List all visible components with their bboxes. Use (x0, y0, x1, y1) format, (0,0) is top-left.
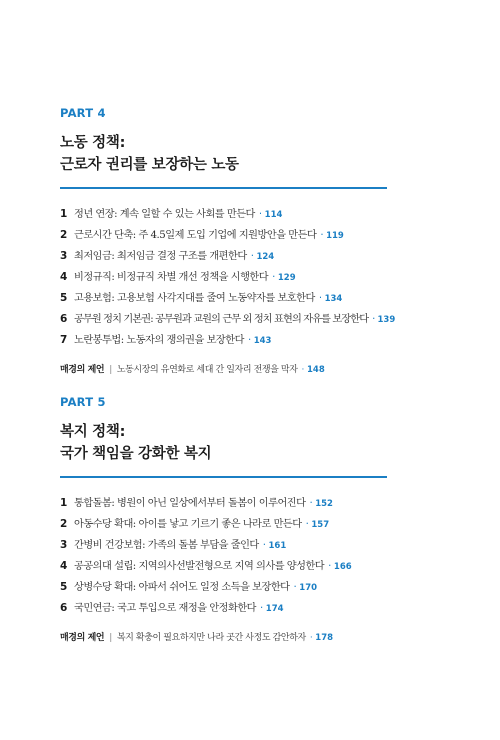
column-separator: | (109, 632, 112, 643)
entry-number: 1 (60, 496, 68, 509)
page-number: 157 (311, 519, 330, 530)
entry-title: 정년 연장: 계속 일할 수 있는 사회를 만든다 (74, 208, 255, 220)
separator-dot: · (301, 364, 304, 375)
toc-entry[interactable] (60, 514, 390, 535)
part-title-line2: 근로자 권리를 보장하는 노동 (60, 157, 239, 173)
section-divider (60, 187, 387, 189)
column-entry[interactable] (60, 360, 390, 380)
toc-entry[interactable] (60, 267, 390, 288)
separator-dot: · (247, 334, 251, 346)
entry-number: 2 (60, 228, 68, 241)
entry-number: 6 (60, 312, 68, 325)
entry-number: 4 (60, 270, 68, 283)
page-number: 178 (315, 632, 334, 643)
page-number: 129 (277, 272, 296, 283)
entry-title: 공공의대 설립: 지역의사선발전형으로 지역 의사를 양성한다 (74, 560, 325, 572)
separator-dot: · (309, 632, 313, 643)
page-number: 170 (299, 582, 318, 593)
entry-number: 3 (60, 538, 68, 551)
page-number: 152 (315, 498, 333, 509)
separator-dot: · (293, 581, 297, 593)
entry-number: 7 (60, 333, 68, 346)
separator-dot: · (309, 497, 313, 509)
part-5-section (60, 395, 390, 648)
part-title (60, 421, 390, 465)
page-number: 174 (265, 603, 284, 614)
toc-entry[interactable] (60, 598, 390, 619)
toc-entry[interactable] (60, 288, 390, 309)
entry-title: 통합돌봄: 병원이 아닌 일상에서부터 돌봄이 이루어진다 (74, 497, 306, 509)
separator-dot: · (305, 518, 309, 530)
toc-entry[interactable] (60, 204, 390, 225)
entry-number: 4 (60, 559, 68, 572)
part-title-line1: 복지 정책: (60, 424, 126, 440)
part-title (60, 132, 390, 176)
column-entry[interactable] (60, 628, 390, 648)
part-label: PART 4 (60, 106, 106, 120)
entry-title: 상병수당 확대: 아파서 쉬어도 일정 소득을 보장한다 (74, 581, 290, 593)
separator-dot: · (272, 271, 275, 283)
column-label: 매경의 제언 (60, 632, 105, 643)
entry-number: 3 (60, 249, 68, 262)
entry-number: 6 (60, 601, 68, 614)
toc-entry[interactable] (60, 330, 390, 351)
column-separator: | (109, 364, 112, 375)
entry-title: 국민연금: 국고 투입으로 재정을 안정화한다 (74, 602, 257, 614)
separator-dot: · (260, 602, 263, 614)
toc-entry[interactable] (60, 493, 390, 514)
toc-entry[interactable] (60, 577, 390, 598)
page-number: 119 (326, 230, 344, 241)
column-title: 노동시장의 유연화로 세대 간 일자리 전쟁을 막자 (116, 364, 298, 375)
page-number: 166 (333, 561, 352, 572)
entry-title: 아동수당 확대: 아이를 낳고 기르기 좋은 나라로 만든다 (74, 518, 302, 530)
entry-title: 근로시간 단축: 주 4.5일제 도입 기업에 지원방안을 만든다 (74, 229, 317, 241)
page-number: 148 (306, 364, 325, 375)
part-title-line1: 노동 정책: (60, 135, 126, 151)
toc-list (60, 493, 390, 619)
entry-number: 5 (60, 291, 68, 304)
toc-entry[interactable] (60, 535, 390, 556)
entry-title: 비정규직: 비정규직 차별 개선 정책을 시행한다 (74, 271, 269, 283)
page-number: 134 (324, 293, 343, 304)
entry-title: 최저임금: 최저임금 결정 구조를 개편한다 (74, 250, 247, 262)
toc-entry[interactable] (60, 309, 396, 330)
entry-number: 5 (60, 580, 68, 593)
separator-dot: · (328, 560, 331, 572)
toc-entry[interactable] (60, 246, 390, 267)
entry-number: 1 (60, 207, 68, 220)
page-number: 124 (256, 251, 275, 262)
toc-list (60, 204, 396, 351)
separator-dot: · (372, 313, 375, 325)
entry-title: 고용보험: 고용보험 사각지대를 줄여 노동약자를 보호한다 (74, 292, 315, 304)
column-title: 복지 확충이 필요하지만 나라 곳간 사정도 감안하자 (116, 632, 306, 643)
entry-title: 간병비 건강보험: 가족의 돌봄 부담을 줄인다 (74, 539, 259, 551)
column-label: 매경의 제언 (60, 364, 105, 375)
page-number: 161 (268, 540, 287, 551)
entry-title: 노란봉투법: 노동자의 쟁의권을 보장한다 (74, 334, 244, 346)
separator-dot: · (262, 539, 266, 551)
toc-entry[interactable] (60, 225, 390, 246)
section-divider (60, 476, 387, 478)
toc-entry[interactable] (60, 556, 390, 577)
separator-dot: · (320, 229, 324, 241)
page-number: 143 (253, 335, 272, 346)
page-number: 139 (377, 314, 396, 325)
separator-dot: · (250, 250, 254, 262)
entry-number: 2 (60, 517, 68, 530)
separator-dot: · (258, 208, 262, 220)
part-title-line2: 국가 책임을 강화한 복지 (60, 446, 212, 462)
part-4-section (60, 106, 396, 380)
part-label: PART 5 (60, 395, 106, 409)
separator-dot: · (318, 292, 322, 304)
entry-title: 공무원 정치 기본권: 공무원과 교원의 근무 외 정치 표현의 자유를 보장한다 (74, 313, 369, 325)
page-number: 114 (264, 209, 283, 220)
